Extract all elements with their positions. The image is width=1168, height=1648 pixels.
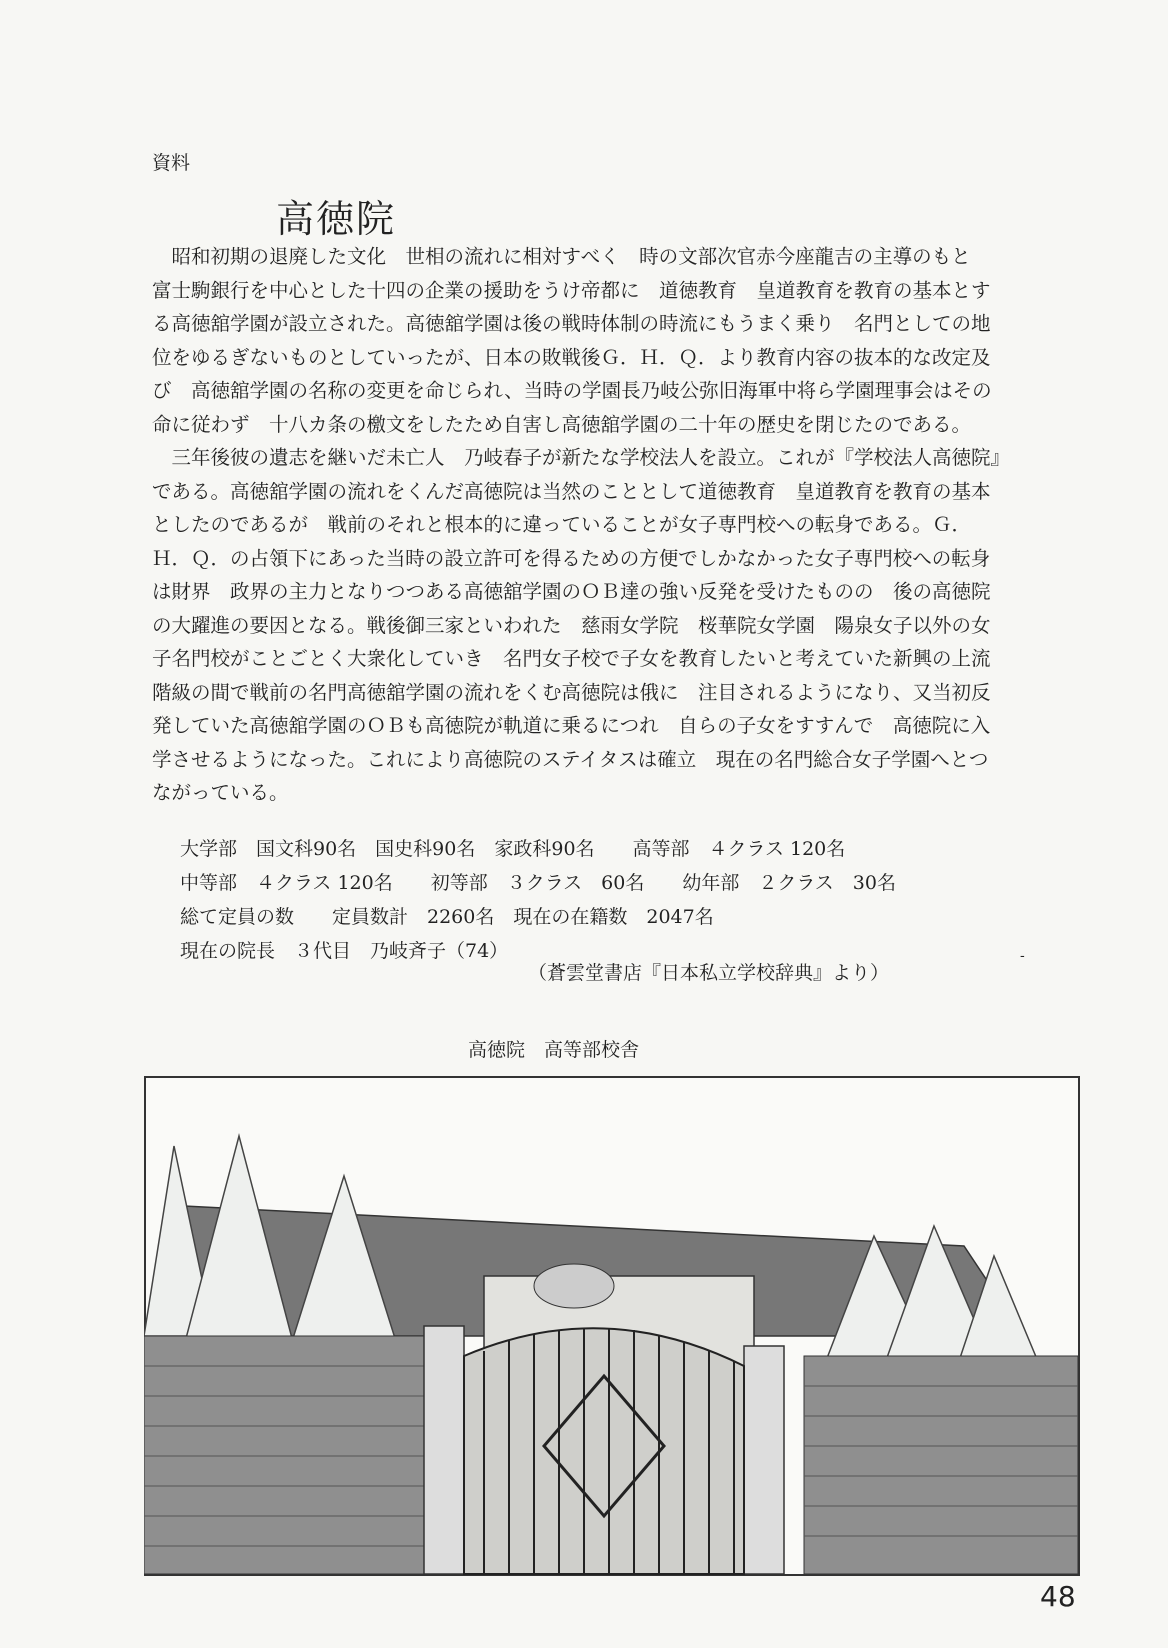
- history-text: [152, 240, 1002, 810]
- stats-line-1: 大学部 国文科90名 国史科90名 家政科90名 高等部 ４クラス 120名: [180, 838, 846, 860]
- illustration-caption: 高徳院 高等部校舎: [468, 1039, 640, 1061]
- paragraph-1: 昭和初期の退廃した文化 世相の流れに相対すべく 時の文部次官赤今座龍吉の主導のもと 富士駒銀行を中心とした十四の企業の援助をうけ帝都に 道徳教育 皇道教育を教育の基本とする高徳舘学園が設立された。高徳舘学園は後の戦時体制の時流にもうまく乗り 名門としての地位をゆるぎないものとしていったが、日本の敗戦後Ｇ．Ｈ．Ｑ．より教育内容の抜本的な改定及び 高徳舘学園の名称の変更を命じられ、当時の学園長乃岐公弥旧海軍中将ら学園理事会はその命に従わず 十八カ条の檄文をしたため自害し高徳舘学園の二十年の歴史を閉じたのである。: [152, 245, 992, 436]
- stats-line-4: 現在の院長 ３代目 乃岐斉子（74）: [180, 940, 509, 962]
- stats-line-3: 総て定員の数 定員数計 2260名 現在の在籍数 2047名: [180, 906, 714, 928]
- page-number: 48: [1040, 1580, 1076, 1613]
- enrollment-stats: [180, 832, 1000, 968]
- section-label: 資料: [152, 152, 191, 174]
- source-citation: （蒼雲堂書店『日本私立学校辞典』より）: [528, 962, 890, 984]
- stray-mark: -: [1020, 948, 1025, 964]
- paragraph-2: 三年後彼の遺志を継いだ未亡人 乃岐春子が新たな学校法人を設立。これが『学校法人高徳院』である。高徳舘学園の流れをくんだ高徳院は当然のこととして道徳教育 皇道教育を教育の基本としたのであるが 戦前のそれと根本的に違っていることが女子専門校への転身である。Ｇ．Ｈ．Ｑ．の占領下にあった当時の設立許可を得るための方便でしかなかった女子専門校への転身は財界 政界の主力となりつつある高徳舘学園のＯＢ達の強い反発を受けたものの 後の高徳院の大躍進の要因となる。戦後御三家といわれた 慈雨女学院 桜華院女学園 陽泉女子以外の女子名門校がことごとく大衆化していき 名門女子校で子女を教育したいと考えていた新興の上流階級の間で戦前の名門高徳舘学園の流れをくむ高徳院は俄に 注目されるようになり、又当初反発していた高徳舘学園のＯＢも高徳院が軌道に乗るにつれ 自らの子女をすすんで 高徳院に入学させるようになった。これにより高徳院のステイタスは確立 現在の名門総合女子学園へとつながっている。: [152, 446, 1001, 804]
- page-title: 高徳院: [276, 197, 397, 241]
- school-building-illustration: [144, 1076, 1080, 1576]
- stats-line-2: 中等部 ４クラス 120名 初等部 ３クラス 60名 幼年部 ２クラス 30名: [180, 872, 896, 894]
